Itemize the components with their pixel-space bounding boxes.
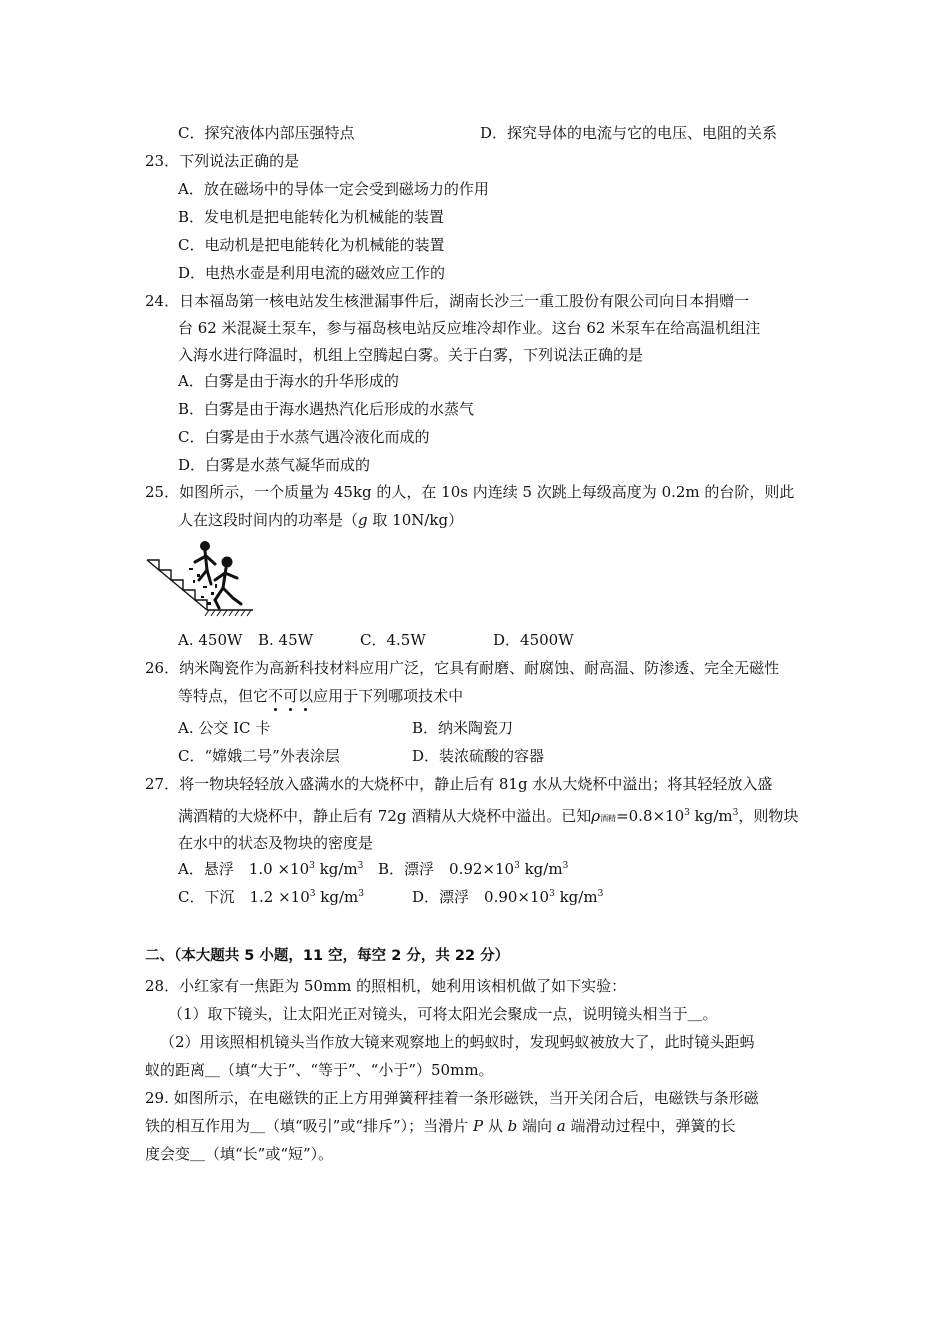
- q24-option-b: B．白雾是由于海水遇热汽化后形成的水蒸气: [178, 400, 475, 418]
- q24-stem-line3: 入海水进行降温时，机组上空腾起白雾。关于白雾，下列说法正确的是: [178, 346, 644, 364]
- q27-option-c: C．下沉 $1.2 \times 10^3$ $kg/m^3$: [178, 888, 364, 906]
- stair-slope: [147, 560, 207, 610]
- q26-stem-line2: 等特点，但它不可以应用于下列哪项技术中: [178, 687, 464, 705]
- q23-stem: 23．下列说法正确的是: [145, 152, 300, 170]
- q28-stem: 28．小红家有一焦距为 50mm 的照相机，她利用该相机做了如下实验：: [145, 977, 627, 995]
- q26-option-a: A. 公交 IC 卡: [178, 719, 271, 737]
- q29-stem-line1: 29. 如图所示，在电磁铁的正上方用弹簧秤挂着一条形磁铁，当开关闭合后，电磁铁与条形磁: [145, 1089, 759, 1107]
- emphasis-dot-char: 以: [298, 687, 314, 705]
- q26-option-b: B．纳米陶瓷刀: [412, 719, 514, 737]
- q28-part1: （1）取下镜头，让太阳光正对镜头，可将太阳光会聚成一点，说明镜头相当于＿。: [168, 1005, 718, 1023]
- q24-option-d: D．白雾是水蒸气凝华而成的: [178, 456, 371, 474]
- q22-option-d: D．探究导体的电流与它的电压、电阻的关系: [480, 124, 778, 142]
- person-lower: [215, 557, 241, 609]
- ground-hatch: [205, 610, 251, 616]
- q25-option-c: C．4.5W: [360, 631, 426, 649]
- q27-option-d: D．漂浮 $0.90\times 10^3$ $kg/m^3$: [412, 888, 604, 906]
- stairs-jumping-figure: [145, 540, 260, 620]
- q29-stem-line3: 度会变＿（填“长”或“短”）。: [145, 1145, 334, 1163]
- q27-option-b: B．漂浮 $0.92\times 10^3$ $kg/m^3$: [378, 860, 569, 878]
- q24-stem-line2: 台 62 米混凝土泵车，参与福岛核电站反应堆冷却作业。这台 62 米泵车在给高温机组注: [178, 319, 761, 337]
- q24-option-c: C．白雾是由于水蒸气遇冷液化而成的: [178, 428, 430, 446]
- q23-option-b: B．发电机是把电能转化为机械能的装置: [178, 208, 445, 226]
- q27-stem-line2: 满酒精的大烧杯中，静止后有 72g 酒精从大烧杯中溢出。已知ρ酒精$=0.8\times 10^3$ $kg/m^3$，则物块: [178, 807, 799, 825]
- q25-stem-line1: 25．如图所示，一个质量为 45kg 的人，在 10s 内连续 5 次跳上每级高度为 0.2m 的台阶，则此: [145, 483, 795, 501]
- section-2-heading: 二、（本大题共 5 小题，11 空，每空 2 分，共 22 分）: [145, 948, 510, 964]
- q23-option-c: C．电动机是把电能转化为机械能的装置: [178, 236, 445, 254]
- emphasis-dot-char: 不: [268, 687, 284, 705]
- q28-part2-line1: （2）用该照相机镜头当作放大镜来观察地上的蚂蚁时，发现蚂蚁被放大了，此时镜头距蚂: [160, 1033, 755, 1051]
- emphasis-dot-char: 可: [283, 687, 299, 705]
- q23-option-a: A．放在磁场中的导体一定会受到磁场力的作用: [178, 180, 489, 198]
- q22-option-c: C．探究液体内部压强特点: [178, 124, 355, 142]
- q27-option-a: A．悬浮 $1.0 \times 10^3$ $kg/m^3$: [178, 860, 364, 878]
- q25-option-d: D．4500W: [493, 631, 574, 649]
- q26-option-c: C．“嫦娥二号”外表涂层: [178, 747, 340, 765]
- q25-stem-line2: 人在这段时间内的功率是（g 取 10N/kg）: [178, 511, 464, 529]
- q24-option-a: A．白雾是由于海水的升华形成的: [178, 372, 399, 390]
- q23-option-d: D．电热水壶是利用电流的磁效应工作的: [178, 264, 446, 282]
- q26-stem-line1: 26．纳米陶瓷作为高新科技材料应用广泛，它具有耐磨、耐腐蚀、耐高温、防渗透、完全无磁性: [145, 659, 780, 677]
- q28-part2-line2: 蚁的距离＿（填“大于”、“等于”、“小于”）50mm。: [145, 1061, 494, 1079]
- q29-stem-line2: 铁的相互作用为＿（填“吸引”或“排斥”）；当滑片 P 从 b 端向 a 端滑动过程中，弹簧的长: [145, 1117, 736, 1135]
- q26-option-d: D．装浓硫酸的容器: [412, 747, 545, 765]
- q27-stem-line3: 在水中的状态及物块的密度是: [178, 834, 374, 852]
- q24-stem-line1: 24．日本福岛第一核电站发生核泄漏事件后，湖南长沙三一重工股份有限公司向日本捐赠一: [145, 292, 750, 310]
- q27-stem-line1: 27．将一物块轻轻放入盛满水的大烧杯中，静止后有 81g 水从大烧杯中溢出；将其轻轻放入盛: [145, 775, 773, 793]
- person-upper: [195, 541, 215, 584]
- q25-option-a: A. 450W: [178, 631, 243, 649]
- q25-option-b: B. 45W: [258, 631, 314, 649]
